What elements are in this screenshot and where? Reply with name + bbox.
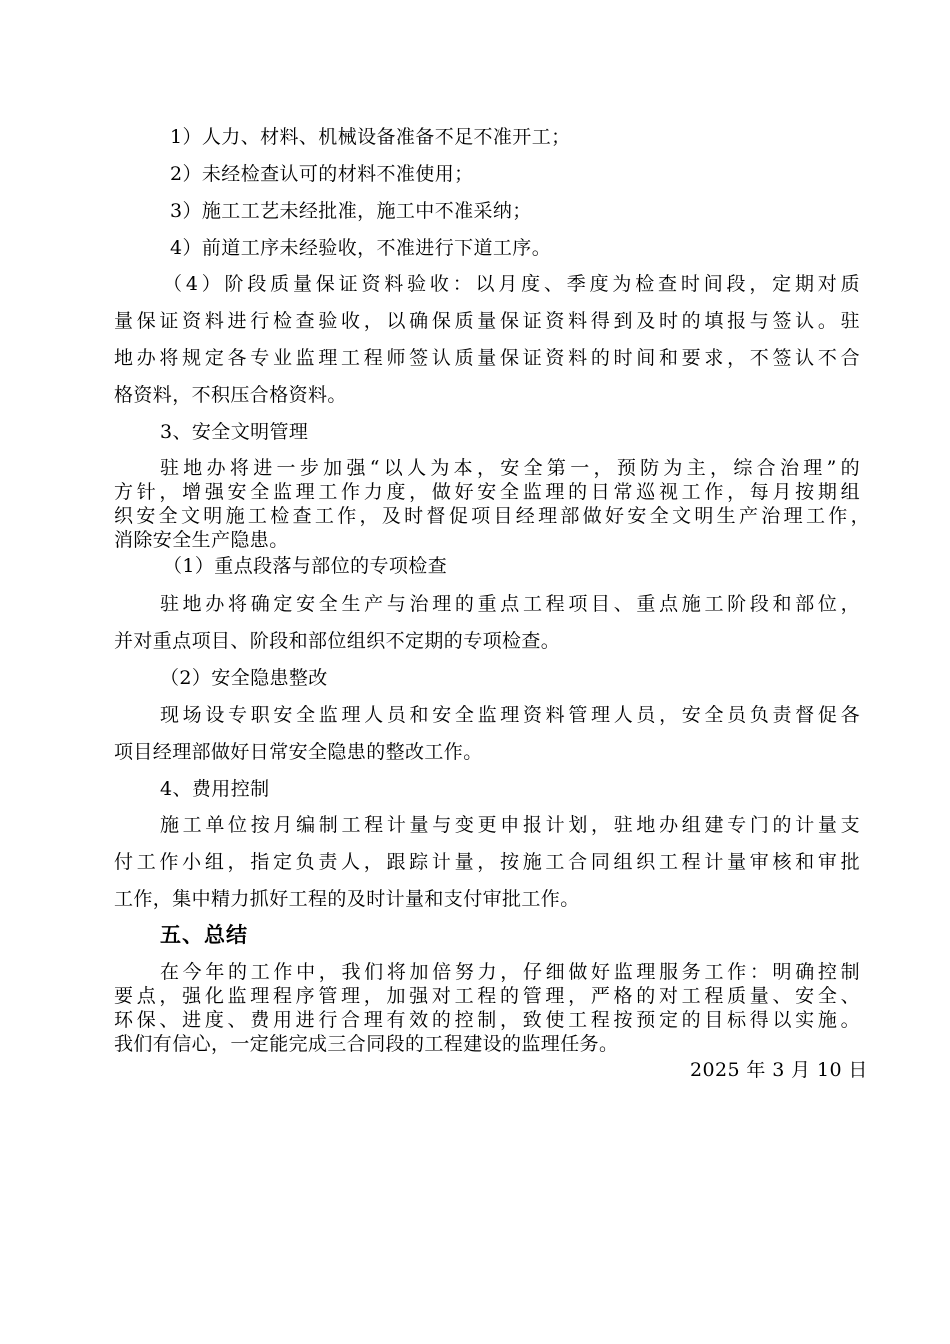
paragraph-line: 要点，强化监理程序管理，加强对工程的管理，严格的对工程质量、安全、 — [114, 985, 860, 1007]
paragraph-line: 格资料，不积压合格资料。 — [114, 384, 347, 406]
paragraph-line: 环保、进度、费用进行合理有效的控制，致使工程按预定的目标得以实施。 — [114, 1009, 860, 1031]
paragraph-line: 现场设专职安全监理人员和安全监理资料管理人员，安全员负责督促各 — [160, 704, 860, 726]
paragraph-line: 付工作小组，指定负责人，跟踪计量，按施工合同组织工程计量审核和审批 — [114, 851, 860, 873]
document-date: 2025 年 3 月 10 日 — [690, 1059, 868, 1081]
paragraph-line: 地办将规定各专业监理工程师签认质量保证资料的时间和要求，不签认不合 — [114, 347, 860, 369]
section-heading-cost: 4、费用控制 — [160, 778, 270, 800]
subheading-key-sections: （1）重点段落与部位的专项检查 — [163, 555, 448, 577]
paragraph-line: （4）阶段质量保证资料验收：以月度、季度为检查时间段，定期对质 — [163, 273, 860, 295]
list-item-3: 3）施工工艺未经批准，施工中不准采纳； — [170, 200, 532, 222]
list-item-4: 4）前道工序未经验收，不准进行下道工序。 — [170, 237, 552, 259]
paragraph-line: 在今年的工作中，我们将加倍努力，仔细做好监理服务工作：明确控制 — [160, 961, 860, 983]
paragraph-line: 驻地办将进一步加强“以人为本，安全第一，预防为主，综合治理”的 — [160, 457, 860, 479]
subheading-hazard-rectification: （2）安全隐患整改 — [160, 667, 328, 689]
paragraph-line: 工作，集中精力抓好工程的及时计量和支付审批工作。 — [114, 888, 580, 910]
list-item-1: 1）人力、材料、机械设备准备不足不准开工； — [170, 126, 571, 148]
paragraph-line: 织安全文明施工检查工作，及时督促项目经理部做好安全文明生产治理工作， — [114, 505, 870, 527]
paragraph-line: 我们有信心，一定能完成三合同段的工程建设的监理任务。 — [114, 1033, 619, 1055]
paragraph-line: 量保证资料进行检查验收，以确保质量保证资料得到及时的填报与签认。驻 — [114, 310, 860, 332]
paragraph-line: 驻地办将确定安全生产与治理的重点工程项目、重点施工阶段和部位， — [160, 593, 860, 615]
paragraph-line: 施工单位按月编制工程计量与变更申报计划，驻地办组建专门的计量支 — [160, 814, 860, 836]
section-heading-safety: 3、安全文明管理 — [160, 421, 309, 443]
paragraph-line: 消除安全生产隐患。 — [114, 529, 289, 551]
paragraph-line: 方针，增强安全监理工作力度，做好安全监理的日常巡视工作，每月按期组 — [114, 481, 860, 503]
paragraph-line: 项目经理部做好日常安全隐患的整改工作。 — [114, 741, 483, 763]
list-item-2: 2）未经检查认可的材料不准使用； — [170, 163, 474, 185]
section-heading-summary: 五、总结 — [160, 922, 248, 947]
paragraph-line: 并对重点项目、阶段和部位组织不定期的专项检查。 — [114, 630, 561, 652]
